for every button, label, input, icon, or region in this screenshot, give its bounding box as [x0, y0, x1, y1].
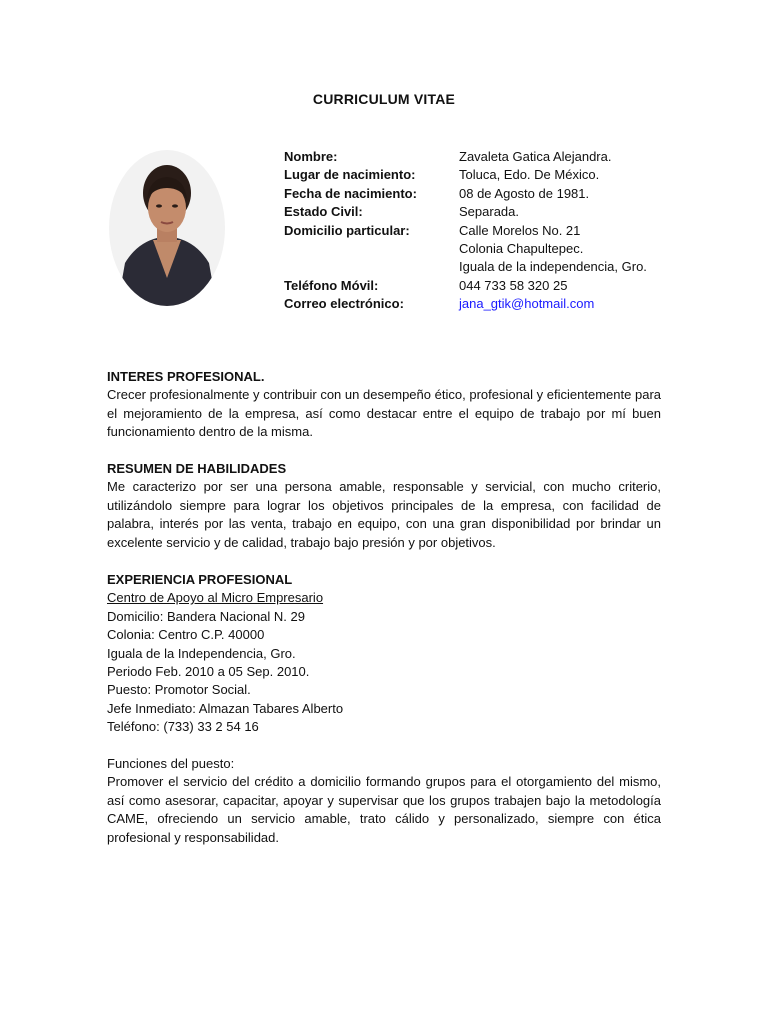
funciones-text: Promover el servicio del crédito a domicilio formando grupos para el otorgamiento del mismo, así como asesorar, capacitar, apoyar y supervisar que los grupos trabajen bajo la metodología CAME, ofreciendo un servicio amable, trato cálido y personalizado, siempre con ética profesional y responsabilidad. [107, 774, 661, 845]
detail-line: Jefe Inmediato: Almazan Tabares Alberto [107, 700, 344, 716]
info-row-lugar [284, 166, 684, 184]
detail-line: Iguala de la Independencia, Gro. [107, 645, 296, 661]
info-label: Nombre: [284, 149, 338, 164]
info-value: Colonia Chapultepec. [459, 241, 584, 257]
section-heading: INTERES PROFESIONAL. [107, 369, 265, 384]
info-label: Teléfono Móvil: [284, 277, 379, 293]
detail-line: Puesto: Promotor Social. [107, 682, 251, 698]
info-label: Fecha de nacimiento: [284, 185, 417, 201]
section-interes [107, 368, 661, 442]
info-row-domicilio [284, 222, 684, 277]
personal-info [284, 148, 684, 314]
info-row-telefono [284, 277, 684, 295]
info-label: Estado Civil: [284, 204, 363, 220]
info-value: Iguala de la independencia, Gro. [459, 259, 647, 275]
detail-line: Teléfono: (733) 33 2 54 16 [107, 719, 259, 735]
section-experiencia [107, 571, 661, 847]
info-label: Lugar de nacimiento: [284, 167, 416, 183]
info-row-estado [284, 203, 684, 221]
info-value: Toluca, Edo. De México. [459, 167, 600, 183]
funciones-label: Funciones del puesto: [107, 756, 235, 772]
info-row-correo [284, 295, 684, 313]
info-value: Separada. [459, 204, 519, 220]
detail-line: Colonia: Centro C.P. 40000 [107, 627, 265, 643]
company-name: Centro de Apoyo al Micro Empresario [107, 590, 324, 606]
section-text: Crecer profesionalmente y contribuir con un desempeño ético, profesional y eficientemente para el mejoramiento de la empresa, así como destacar entre el equipo de trabajo por mí buen funcionamiento dentro de la misma. [107, 387, 661, 440]
info-value: Calle Morelos No. 21 [459, 222, 581, 238]
info-value: 044 733 58 320 25 [459, 277, 568, 293]
info-label: Domicilio particular: [284, 222, 410, 238]
section-heading: RESUMEN DE HABILIDADES [107, 461, 287, 476]
section-habilidades [107, 460, 661, 552]
detail-line: Periodo Feb. 2010 a 05 Sep. 2010. [107, 664, 310, 680]
info-row-fecha [284, 185, 684, 203]
document-title: CURRICULUM VITAE [312, 91, 456, 107]
profile-photo [107, 148, 227, 308]
detail-line: Domicilio: Bandera Nacional N. 29 [107, 608, 305, 624]
info-value: Zavaleta Gatica Alejandra. [459, 149, 612, 164]
section-heading: EXPERIENCIA PROFESIONAL [107, 572, 293, 587]
email-link[interactable]: jana_gtik@hotmail.com [459, 296, 595, 312]
info-label: Correo electrónico: [284, 296, 404, 312]
info-row-nombre [284, 148, 684, 166]
info-value: 08 de Agosto de 1981. [459, 185, 590, 201]
section-text: Me caracterizo por ser una persona amable, responsable y servicial, con mucho criterio, utilizándolo siempre para lograr los objetivos principales de la empresa, con facilidad de palabra, interés por las venta, trabajo en equipo, con una gran disponibilidad por brindar un excelente servicio y de calidad, trabajo bajo presión y por objetivos. [107, 479, 661, 550]
